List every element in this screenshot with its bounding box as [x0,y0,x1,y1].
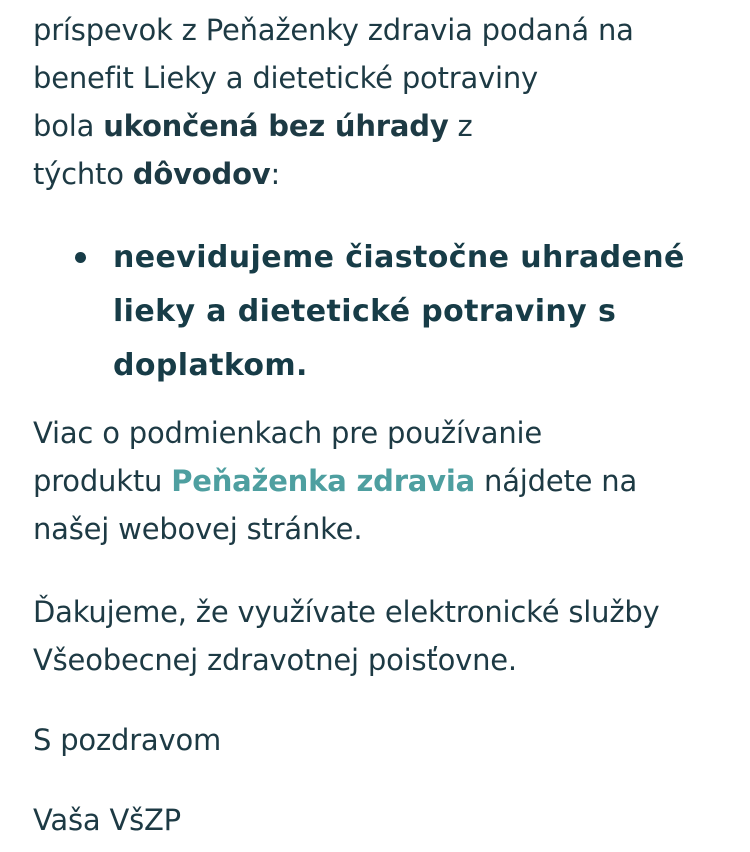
signature: Vaša VšZP [33,803,181,837]
thanks-line-2: Všeobecnej zdravotnej poisťovne. [33,643,517,677]
info-line-2 [33,457,637,505]
reason-line-2: lieky a dietetické potraviny s [113,294,617,329]
info-paragraph [33,409,637,553]
greeting: S pozdravom [33,723,222,757]
intro-line-3-prefix: bola [33,109,104,143]
info-line-2-suffix: nájdete na [475,464,638,498]
intro-line-4-prefix: týchto [33,157,133,191]
intro-line-1: príspevok z Peňaženky zdravia podaná na [33,13,634,47]
reasons-list [33,231,723,393]
info-line-2-prefix: produktu [33,464,172,498]
info-line-3: našej webovej stránke. [33,512,363,546]
message-body [33,6,723,837]
intro-paragraph [33,6,723,198]
reasons-label: dôvodov [132,157,271,191]
thanks-paragraph [33,588,660,684]
penazenka-zdravia-link[interactable]: Peňaženka zdravia [171,464,475,498]
reason-line-3: doplatkom. [113,348,308,383]
intro-line-4 [33,150,723,198]
bullet-icon [75,252,86,263]
intro-line-4-suffix: : [270,157,281,191]
info-line-1: Viac o podmienkach pre používanie [33,416,543,450]
thanks-line-1: Ďakujeme, že využívate elektronické služby [33,595,660,629]
status-text: ukončená bez úhrady [103,109,449,143]
list-item [33,231,723,393]
intro-line-3-suffix: z [448,109,473,143]
intro-line-3 [33,102,723,150]
intro-line-2: benefit Lieky a dietetické potraviny [33,61,539,95]
reason-line-1: neevidujeme čiastočne uhradené [113,240,685,275]
